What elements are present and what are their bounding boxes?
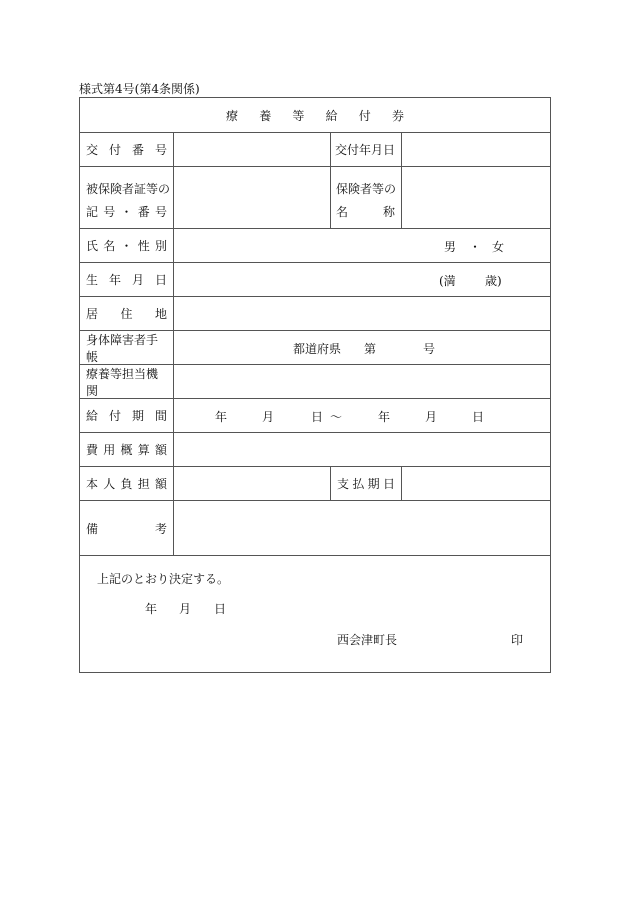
issue-row	[80, 133, 550, 167]
disability-label: 身体障害者手帳	[86, 332, 159, 364]
institution-row	[80, 365, 550, 399]
self-pay-field[interactable]	[173, 467, 330, 500]
benefit-ticket-form	[79, 97, 551, 673]
address-field[interactable]	[173, 297, 550, 330]
name-field[interactable]: 男 ・ 女	[173, 229, 550, 262]
self-pay-row	[80, 467, 550, 501]
pay-date-label: 支 払 期 日	[330, 467, 401, 500]
issue-date-label: 交付年月日	[330, 133, 401, 166]
pay-date-field[interactable]	[401, 467, 550, 500]
birth-row	[80, 263, 550, 297]
insured-field[interactable]	[173, 167, 330, 228]
insured-label: 被保険者証等の 記 号 ・ 番 号	[86, 182, 171, 219]
form-title: 療 養 等 給 付 券	[226, 108, 404, 123]
cost-row	[80, 433, 550, 467]
disability-field[interactable]: 都道府県 第 号	[173, 331, 550, 364]
institution-field[interactable]	[173, 365, 550, 398]
disability-row	[80, 331, 550, 365]
insurer-field[interactable]	[401, 167, 550, 228]
period-row	[80, 399, 550, 433]
seal-mark: 印	[511, 633, 524, 647]
cost-field[interactable]	[173, 433, 550, 466]
birth-field[interactable]: (満 歳)	[173, 263, 550, 296]
address-row	[80, 297, 550, 331]
period-label: 給 付 期 間	[86, 409, 167, 423]
decision-text: 上記のとおり決定する。	[97, 572, 230, 586]
issue-number-label: 交 付 番 号	[86, 143, 167, 157]
insured-row	[80, 167, 550, 229]
title-row	[80, 98, 550, 133]
issue-date-field[interactable]	[401, 133, 550, 166]
name-gender-label: 氏 名 ・ 性 別	[86, 239, 167, 253]
issue-number-field[interactable]	[173, 133, 330, 166]
institution-label: 療養等担当機関	[86, 366, 159, 398]
mayor-title: 西会津町長	[337, 633, 398, 647]
address-label: 居 住 地	[86, 307, 167, 321]
gender-male[interactable]: 男	[444, 240, 457, 254]
self-pay-label: 本 人 負 担 額	[86, 477, 167, 491]
cost-label: 費 用 概 算 額	[86, 443, 167, 457]
gender-female[interactable]: 女	[492, 240, 505, 254]
birth-label: 生 年 月 日	[86, 273, 167, 287]
period-field[interactable]: 年 月 日 ～ 年 月 日	[173, 399, 550, 432]
name-row	[80, 229, 550, 263]
form-caption: 様式第4号(第4条関係)	[79, 82, 200, 96]
remarks-field[interactable]	[173, 501, 550, 555]
remarks-row	[80, 501, 550, 556]
decision-section: 上記のとおり決定する。 年 月 日 西会津町長 印	[97, 572, 524, 647]
remarks-label: 備 考	[86, 521, 167, 536]
insurer-label: 保険者等の 名 称	[330, 167, 401, 228]
